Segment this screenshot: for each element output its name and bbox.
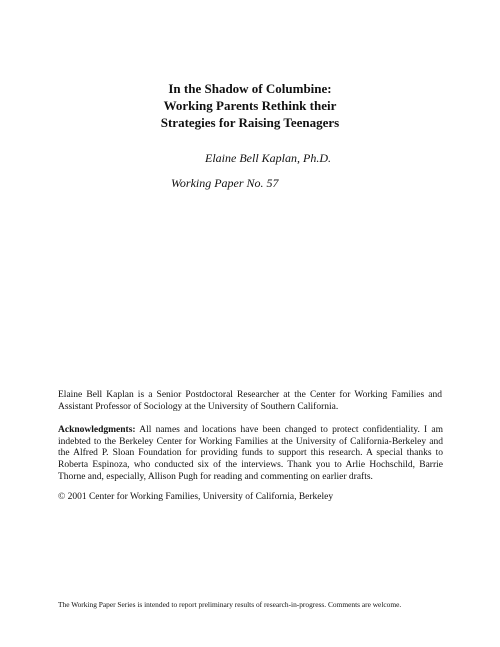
working-paper-number: Working Paper No. 57 [171, 176, 279, 190]
copyright-notice: © 2001 Center for Working Families, University of California, Berkeley [58, 492, 334, 502]
acknowledgments-text: All names and locations have been changed to protect confidentiality. I am indebted to the Berkeley Center for Working Families at the University of California-Berkeley and the Alfred P. Sloan Foundation for providing funds to support this research. A special thanks to Roberta Espinoza, who conducted six of the interviews. Thank you to Arlie Hochschild, Barrie Thorne and, especially, Allison Pugh for reading and commenting on earlier drafts. [58, 425, 443, 482]
acknowledgments-paragraph [58, 425, 443, 484]
acknowledgments-label: Acknowledgments: [58, 425, 136, 435]
series-footer-note: The Working Paper Series is intended to report preliminary results of research-in-progress. Comments are welcome. [58, 600, 402, 609]
author-name: Elaine Bell Kaplan, Ph.D. [205, 151, 331, 165]
paper-title [0, 80, 500, 131]
title-line-3: Strategies for Raising Teenagers [160, 115, 340, 130]
title-line-1: In the Shadow of Columbine: [168, 81, 332, 96]
title-line-2: Working Parents Rethink their [163, 98, 337, 113]
author-bio: Elaine Bell Kaplan is a Senior Postdoctoral Researcher at the Center for Working Families and Assistant Professor of Sociology at the University of Southern California. [58, 390, 442, 412]
